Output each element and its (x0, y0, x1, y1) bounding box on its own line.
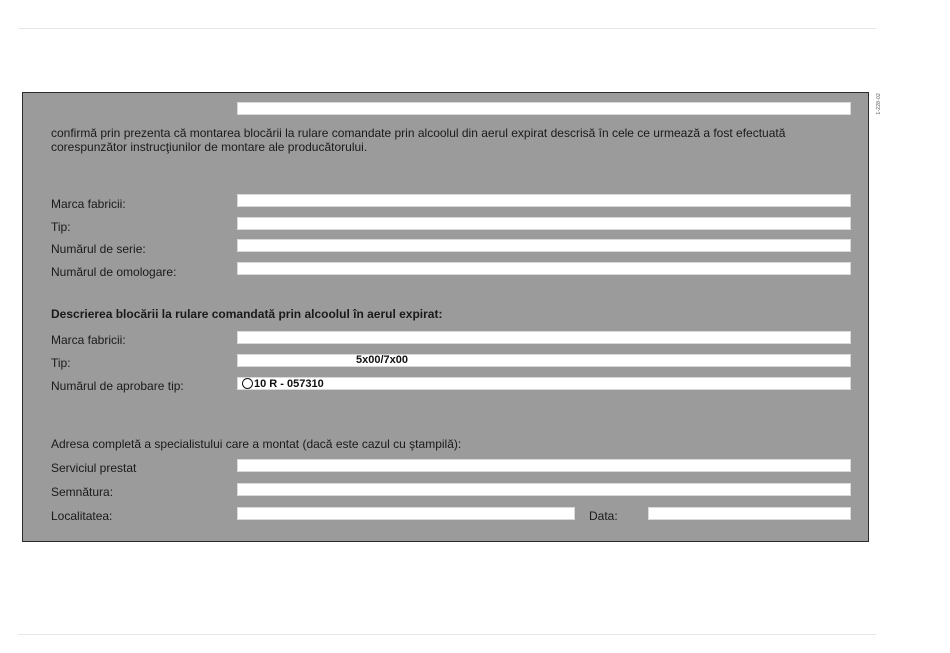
lock-make-label: Marca fabricii: (51, 333, 126, 347)
signature-label: Semnătura: (51, 485, 114, 499)
circle-icon (242, 378, 253, 389)
date-label: Data: (589, 509, 618, 523)
vehicle-serial-label: Numărul de serie: (51, 242, 146, 256)
installer-section-heading: Adresa completă a specialistului care a montat (dacă este cazul cu ştampilă): (51, 437, 462, 451)
lock-type-field[interactable] (237, 354, 851, 367)
vehicle-approval-label: Numărul de omologare: (51, 265, 177, 279)
vehicle-serial-field[interactable] (237, 239, 851, 252)
top-rule (18, 28, 876, 29)
vehicle-type-label: Tip: (51, 220, 71, 234)
date-field[interactable] (648, 507, 851, 520)
vehicle-approval-field[interactable] (237, 262, 851, 275)
installer-name-field[interactable] (237, 102, 851, 115)
signature-field[interactable] (237, 483, 851, 496)
lock-section-heading: Descrierea blocării la rulare comandată prin alcoolul în aerul expirat: (51, 307, 443, 321)
vehicle-make-field[interactable] (237, 194, 851, 207)
document-code: 1-228-02 (876, 93, 882, 115)
bottom-rule (18, 634, 876, 635)
lock-approval-field[interactable] (237, 377, 851, 390)
service-label: Serviciul prestat (51, 461, 137, 475)
vehicle-make-label: Marca fabricii: (51, 197, 126, 211)
lock-approval-label: Numărul de aprobare tip: (51, 379, 184, 393)
installation-certificate-form (22, 92, 869, 542)
service-field[interactable] (237, 459, 851, 472)
lock-type-value: 5x00/7x00 (356, 354, 408, 366)
lock-approval-value: 10 R - 057310 (254, 378, 324, 390)
lock-type-label: Tip: (51, 356, 71, 370)
vehicle-type-field[interactable] (237, 217, 851, 230)
place-label: Localitatea: (51, 509, 113, 523)
lock-make-field[interactable] (237, 331, 851, 344)
intro-text: confirmă prin prezenta că montarea blocării la rulare comandate prin alcoolul din aerul expirat descrisă în cele ce urmează a fost efectuată corespunzător instrucţiunilor de montare ale producătorului. (51, 126, 786, 154)
place-field[interactable] (237, 507, 575, 520)
